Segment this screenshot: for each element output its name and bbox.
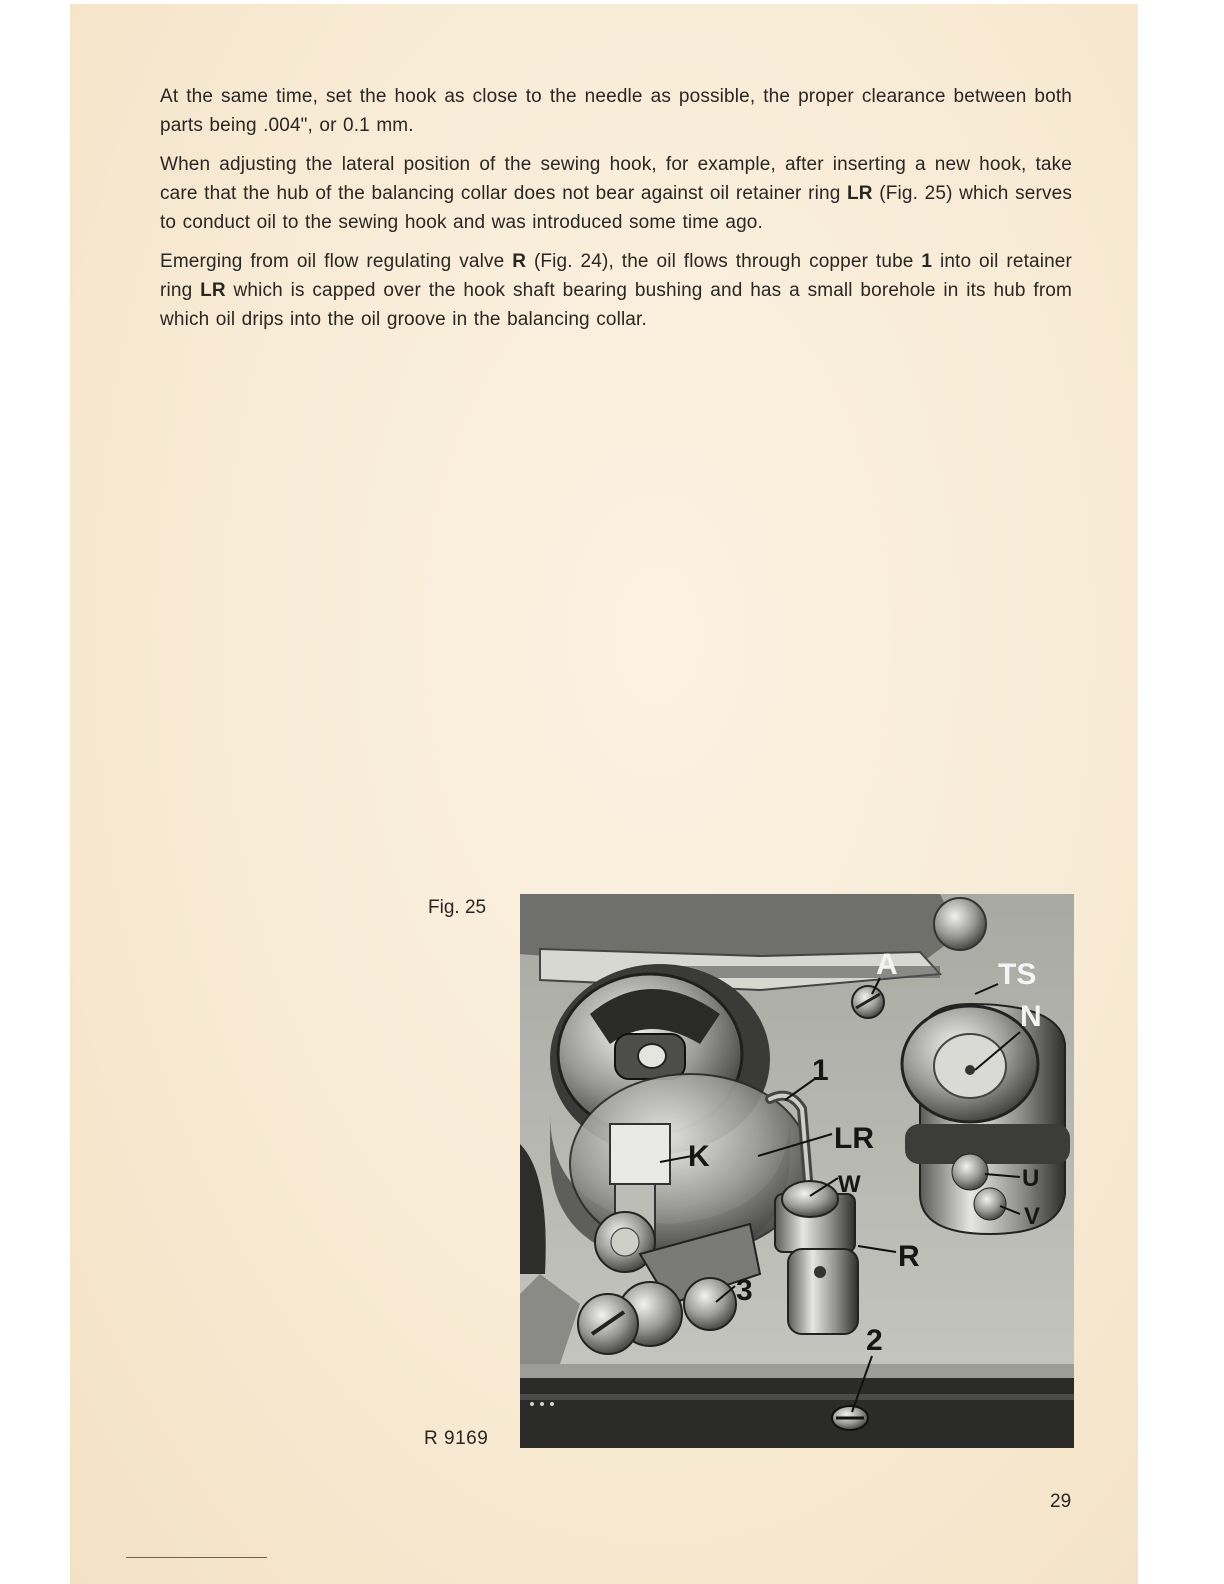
paragraph-1: At the same time, set the hook as close to the needle as possible, the proper clearance between both parts being .004", or 0.1 mm. — [160, 86, 1072, 136]
figure-photo — [520, 894, 1074, 1448]
label-u: U — [1022, 1165, 1040, 1192]
label-r: R — [898, 1240, 920, 1273]
label-ts: TS — [998, 958, 1037, 991]
footer-rule — [126, 1557, 267, 1558]
figure-caption: Fig. 25 — [428, 897, 487, 918]
label-lr: LR — [834, 1122, 874, 1155]
label-3: 3 — [736, 1274, 753, 1307]
label-w: W — [838, 1171, 861, 1198]
sewing-hook-photo — [520, 894, 1074, 1448]
label-k: K — [688, 1140, 710, 1173]
paragraph-3: Emerging from oil flow regulating valve R (Fig. 24), the oil flows through copper tube 1 into oil retainer ring LR which is capped over the hook shaft bearing bushing and has a small borehole in its hub from which oil drips into the oil groove in the balancing collar. — [160, 251, 1072, 330]
figure-code: R 9169 — [424, 1428, 489, 1449]
body-text — [160, 82, 1072, 344]
label-2: 2 — [866, 1324, 883, 1357]
label-v: V — [1024, 1203, 1041, 1230]
page-sheet — [70, 4, 1138, 1584]
label-a: A — [876, 948, 898, 981]
page-number: 29 — [1050, 1491, 1072, 1512]
label-n: N — [1020, 1000, 1042, 1033]
label-1: 1 — [812, 1054, 829, 1087]
paragraph-2: When adjusting the lateral position of the sewing hook, for example, after inserting a new hook, take care that the hub of the balancing collar does not bear against oil retainer ring LR (Fig. 25) which serves to conduct oil to the sewing hook and was introduced some time ago. — [160, 154, 1072, 233]
